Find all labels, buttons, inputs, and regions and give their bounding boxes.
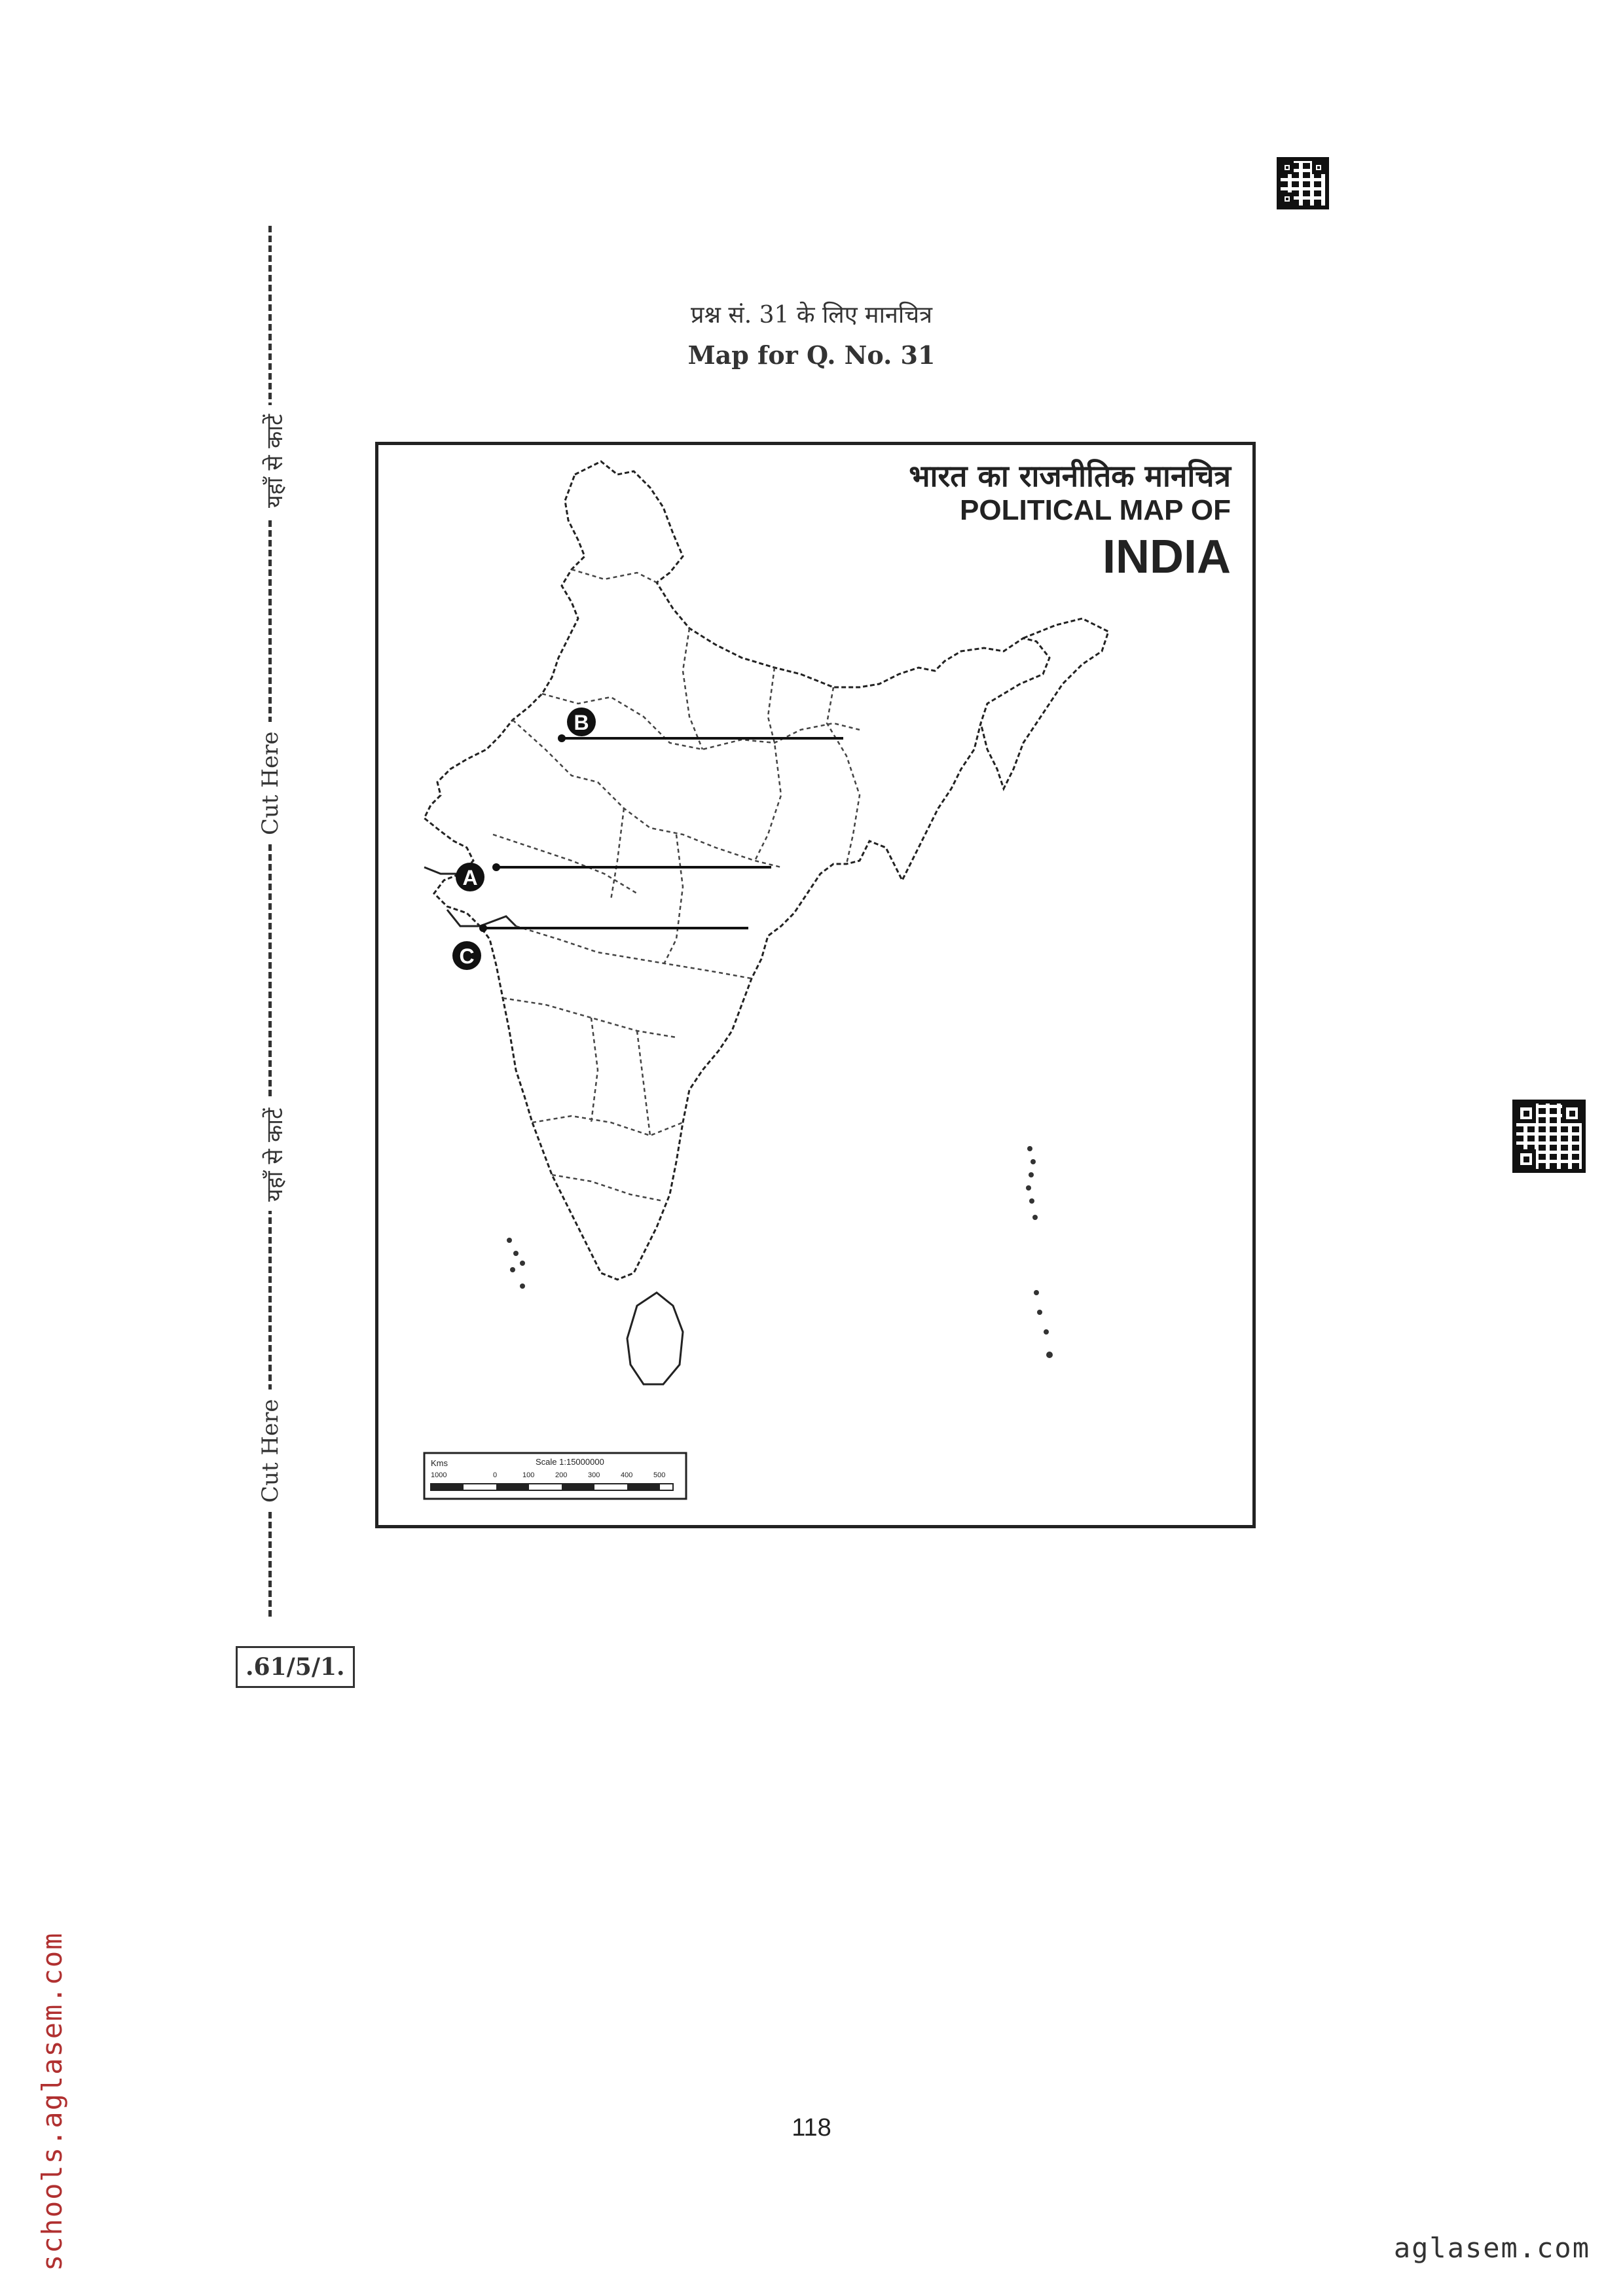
svg-text:1000: 1000 — [431, 1471, 447, 1479]
scale-bar — [424, 1453, 686, 1499]
lakshadweep-islands — [507, 1238, 525, 1289]
svg-text:C: C — [459, 944, 475, 968]
svg-text:400: 400 — [621, 1471, 633, 1479]
cut-label-english-bottom: Cut Here — [257, 1390, 283, 1512]
andaman-nicobar-islands — [1026, 1146, 1053, 1358]
map-title-english-line2: INDIA — [1103, 531, 1231, 583]
sri-lanka-outline — [627, 1293, 683, 1384]
state-borders — [493, 569, 860, 1201]
paper-code: .61/5/1. — [236, 1646, 355, 1688]
svg-text:0: 0 — [493, 1471, 498, 1479]
india-outline-map — [375, 442, 1256, 1528]
cut-label-hindi-top: यहाँ से काटें — [259, 405, 289, 517]
question-map-title-hindi: प्रश्न सं. 31 के लिए मानचित्र — [691, 302, 932, 329]
question-map-title-english: Map for Q. No. 31 — [687, 340, 936, 370]
svg-text:300: 300 — [588, 1471, 600, 1479]
map-title-hindi: भारत का राजनीतिक मानचित्र — [909, 458, 1231, 493]
marker-c — [452, 941, 481, 970]
qr-code-icon-side — [1512, 1100, 1586, 1173]
svg-text:Kms: Kms — [431, 1458, 448, 1468]
svg-text:100: 100 — [522, 1471, 535, 1479]
watermark-right: aglasem.com — [1393, 2232, 1590, 2264]
marker-a — [456, 863, 484, 891]
cut-label-hindi-bottom: यहाँ से काटें — [259, 1099, 289, 1211]
svg-text:A: A — [462, 866, 478, 889]
northeast-outline — [981, 619, 1108, 789]
marker-b — [567, 708, 596, 736]
page-number: 118 — [792, 2114, 831, 2142]
india-mainland-outline — [424, 461, 1049, 1280]
svg-text:Scale 1:15000000: Scale 1:15000000 — [536, 1457, 604, 1467]
qr-code-icon-top — [1277, 157, 1329, 209]
svg-text:500: 500 — [653, 1471, 666, 1479]
svg-text:200: 200 — [555, 1471, 568, 1479]
svg-text:B: B — [574, 711, 589, 734]
cut-label-english-top: Cut Here — [257, 722, 283, 844]
watermark-left: schools.aglasem.com — [36, 1931, 68, 2271]
map-title-english-line1: POLITICAL MAP OF — [960, 494, 1231, 526]
